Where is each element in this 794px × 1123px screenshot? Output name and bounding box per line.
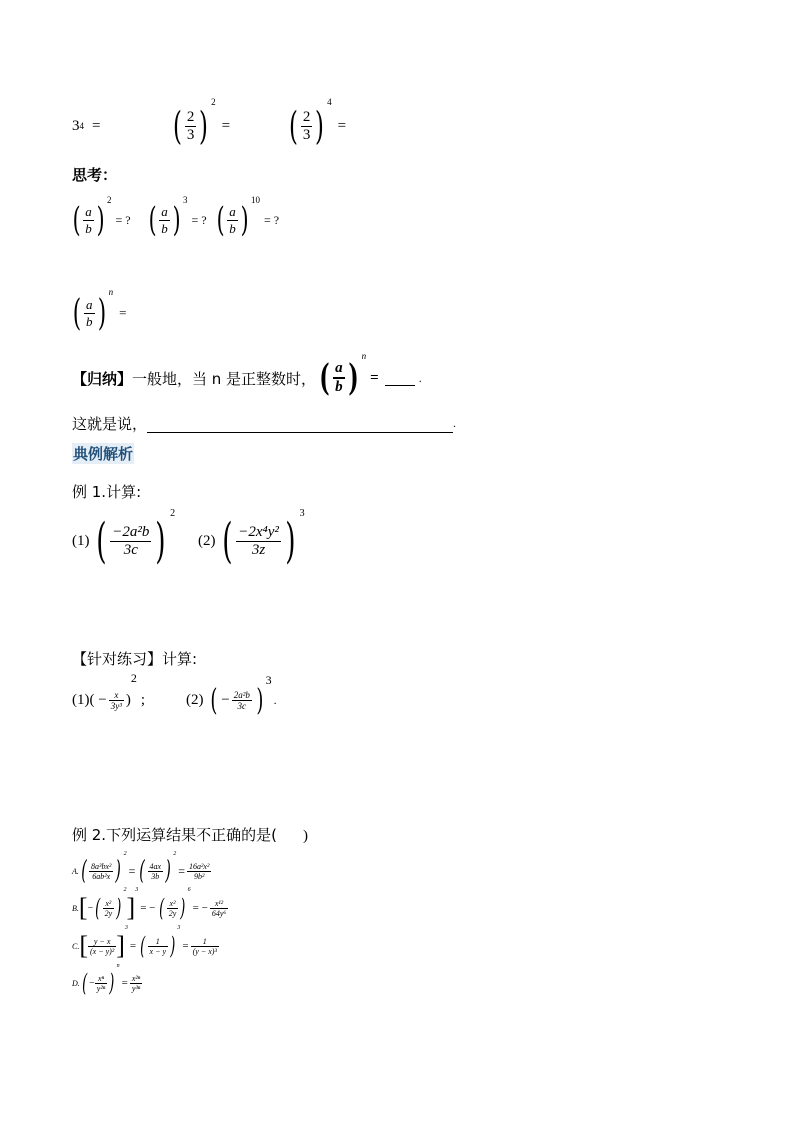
numerator: x <box>114 689 119 700</box>
numerator: 8a³bx² <box>91 861 112 871</box>
fraction <box>130 974 142 993</box>
question-tail: = ? <box>264 212 280 227</box>
sentence-blank <box>147 414 453 433</box>
question-tail: = ? <box>115 212 131 227</box>
right-bracket: ] <box>126 893 136 922</box>
left-paren: ( <box>140 932 146 960</box>
numerator: a <box>335 360 343 376</box>
left-paren: ( <box>81 969 88 997</box>
problem-label: (2) <box>186 691 204 708</box>
numerator: a <box>85 203 92 219</box>
fraction <box>148 937 169 956</box>
right-paren: ) <box>172 200 181 240</box>
denominator: 3b <box>148 871 164 881</box>
numerator: 1 <box>202 936 207 946</box>
denominator: 3y³ <box>110 700 122 711</box>
fraction <box>232 690 252 711</box>
denominator: b <box>85 220 92 236</box>
denominator: (y − x)³ <box>192 946 217 956</box>
sentence-label: 这就是说， <box>72 414 148 433</box>
left-paren: ( <box>159 894 165 922</box>
left-paren: ( <box>72 200 81 240</box>
numerator: 16a²x² <box>189 861 210 871</box>
numerator: a <box>86 296 93 312</box>
fraction <box>103 899 115 918</box>
option-letter: D. <box>72 978 80 988</box>
numerator: 4ax <box>149 861 162 871</box>
left-paren: ( <box>319 357 330 399</box>
left-paren: ( <box>81 856 87 886</box>
denominator: b <box>229 220 236 236</box>
numerator: x²ⁿ <box>131 973 141 983</box>
denominator: 9b² <box>187 871 211 881</box>
fraction <box>191 937 219 956</box>
equals-sign: = <box>221 117 231 134</box>
numerator: 2 <box>302 108 311 125</box>
problem-label: (1) <box>72 691 90 708</box>
denominator: b <box>86 313 93 329</box>
numerator: 1 <box>155 936 160 946</box>
right-paren: ) <box>180 894 186 922</box>
answer-blank <box>385 371 415 386</box>
minus-sign: − <box>89 977 95 989</box>
left-paren: ( <box>209 682 217 718</box>
fraction <box>88 937 116 956</box>
fraction <box>333 360 345 396</box>
fraction <box>95 974 107 993</box>
fraction <box>110 524 151 559</box>
option-letter: C. <box>72 941 80 951</box>
right-paren: ) <box>256 682 264 718</box>
denominator: 3 <box>186 126 195 143</box>
equals-sign: = <box>178 863 185 878</box>
equals-sign: = <box>337 117 347 134</box>
left-paren: ( <box>221 513 233 569</box>
left-bracket: [ <box>79 931 89 960</box>
problem-label: (1) <box>72 532 90 549</box>
period: . <box>418 370 422 385</box>
denominator: x − y <box>149 946 167 956</box>
fraction <box>83 204 94 237</box>
equals-sign: = − <box>140 902 156 914</box>
left-bracket: [ <box>78 893 88 922</box>
question-tail: = ? <box>191 212 207 227</box>
left-paren: ( <box>216 200 225 240</box>
left-paren: ( <box>172 104 182 148</box>
think-item-3: ( $\frac{a}{b}$ ) 10 = ? <box>216 195 280 240</box>
denominator: (x − y)² <box>90 946 115 956</box>
numerator: x² <box>105 898 112 908</box>
denominator: 3 <box>302 126 311 143</box>
left-paren: ( <box>95 894 101 922</box>
denominator: b <box>161 220 168 236</box>
practice-heading <box>72 648 197 669</box>
denominator: b <box>335 379 343 395</box>
think-heading: 思考： <box>72 166 118 184</box>
power-2-3-squared: ( $\frac{2}{3}$ ) 2 = <box>172 97 231 148</box>
left-paren: ( <box>95 513 107 569</box>
option-c: C. [ $\frac{y - x}{\text{(x − y)²}}$ ] 3 = ( $\frac{1}{x - y}$ ) 3 = $\frac{1}{\text{(y − x)³}}$ <box>72 925 217 960</box>
think-general: ( $\frac{a}{b}$ ) n = <box>72 287 127 334</box>
think-item-1: ( $\frac{a}{b}$ ) 2 = ? <box>72 195 131 240</box>
fraction <box>187 862 211 881</box>
denominator: 2y <box>168 908 177 918</box>
option-d: D. ( − $\frac{\text{xⁿ}}{\text{y²ⁿ}}$ ) n = $\frac{\text{x²ⁿ}}{\text{y³ⁿ}}$ <box>72 963 141 997</box>
fraction <box>301 109 313 144</box>
fraction <box>236 524 281 559</box>
numerator: xⁿ <box>97 973 105 983</box>
denominator: 2y <box>104 908 113 918</box>
equals-sign: = <box>121 977 128 989</box>
example-label: 例 1. <box>72 483 107 501</box>
left-paren: ( <box>288 104 298 148</box>
denominator: 3z <box>236 541 281 559</box>
numerator: x² <box>169 898 176 908</box>
example1-problem-2: (2) ( $\frac{\text{−2x⁴y²}}{3z}$ ) 3 <box>198 508 305 569</box>
denominator: 3c <box>110 541 151 559</box>
denominator: 6ab²x <box>89 871 113 881</box>
power-base: 3 <box>72 117 80 134</box>
right-paren: ) <box>109 969 115 997</box>
right-paren: ) <box>116 894 122 922</box>
equals-sign: = <box>92 117 101 134</box>
close-paren: ) <box>125 691 131 708</box>
denominator: y²ⁿ <box>96 983 106 993</box>
right-bracket: ] <box>116 931 125 960</box>
example2-heading <box>72 824 308 845</box>
option-letter: B. <box>72 903 79 913</box>
section-heading: 典例解析 <box>73 445 134 463</box>
numerator: a <box>229 203 236 219</box>
fraction <box>148 862 164 881</box>
numerator: −2a²b <box>112 523 150 540</box>
problem-label: (2) <box>198 532 216 549</box>
numerator: 2a²b <box>233 689 250 700</box>
example1-heading <box>72 481 141 502</box>
denominator: 3c <box>232 700 252 711</box>
practice-problem-2: (2) ( − $\frac{\text{2a²b}}{3c}$ ) 3 . <box>186 673 277 718</box>
summary-text: 一般地，当 n 是正整数时， <box>132 369 317 388</box>
example1-problem-1: (1) ( $\frac{\text{−2a²b}}{3c}$ ) 2 <box>72 508 176 569</box>
equals-sign: = <box>119 305 127 320</box>
right-paren: ) <box>155 513 166 569</box>
numerator: a <box>161 203 168 219</box>
power-2-3-fourth: ( $\frac{2}{3}$ ) 4 = <box>288 97 347 148</box>
power-3-4: 3 4 = <box>72 117 101 134</box>
minus-sign: − <box>87 902 94 914</box>
summary-label: 【归纳】 <box>72 369 133 388</box>
option-letter: A. <box>72 866 79 876</box>
fraction <box>185 109 197 144</box>
think-item-2: ( $\frac{a}{b}$ ) 3 = ? <box>148 195 207 240</box>
right-paren: ) <box>170 932 176 960</box>
summary-line: 【归纳】 一般地，当 n 是正整数时， ( $\frac{a}{b}$ ) n = . <box>72 351 422 399</box>
option-b: B. [ − ( $\frac{\text{x²}}{2y}$ ) 2 ] 3 = − ( $\frac{\text{x²}}{2y}$ ) 6 = − $\frac{\text{x¹²}}{\text{64y⁶}}$ <box>72 887 227 922</box>
right-paren: ) <box>97 292 106 334</box>
option-a: A. ( $\frac{\text{8a³bx²}}{\text{6ab²x}}$ ) 2 = ( $\frac{4ax}{3b}$ ) 2 = $\frac{\text{16a²x²}}{\text{9b²}}$ <box>72 851 210 886</box>
equals-sign: = <box>128 863 136 878</box>
right-paren: ) <box>285 513 296 569</box>
numerator: x¹² <box>214 898 224 908</box>
denominator: 64y⁶ <box>211 908 227 918</box>
example-question: 下列运算结果不正确的是( <box>106 826 277 844</box>
semicolon: ; <box>140 691 146 708</box>
denominator: y³ⁿ <box>131 983 141 993</box>
practice-instruction: 计算: <box>162 650 198 668</box>
period: . <box>453 415 457 430</box>
practice-label: 【针对练习】 <box>72 650 163 668</box>
equals-sign: = <box>370 369 379 386</box>
right-paren: ) <box>348 357 359 399</box>
equals-sign: = <box>182 940 189 952</box>
practice-problem-1: (1) ( − $\frac{x}{\text{3y³}}$ ) 2 ; <box>72 671 146 711</box>
left-paren: ( <box>139 856 146 886</box>
left-paren: ( <box>148 200 157 240</box>
equals-sign: = <box>129 940 137 952</box>
right-paren: ) <box>240 200 249 240</box>
right-paren: ) <box>115 856 122 886</box>
example-label: 例 2. <box>72 826 107 844</box>
equals-sign: = − <box>192 902 208 914</box>
example-instruction: 计算: <box>106 483 142 501</box>
numerator: 2 <box>186 108 195 125</box>
fraction <box>227 204 238 237</box>
right-paren: ) <box>199 104 209 148</box>
fraction <box>84 297 95 330</box>
left-paren: ( <box>72 292 82 334</box>
fraction <box>210 899 228 918</box>
period: . <box>273 692 277 707</box>
numerator: y − x <box>93 936 111 946</box>
close-paren: ) <box>302 828 308 844</box>
sentence-line <box>72 412 456 434</box>
right-paren: ) <box>96 200 105 240</box>
fraction <box>89 862 113 881</box>
open-paren-minus: ( − <box>89 691 107 708</box>
fraction <box>159 204 170 237</box>
minus-sign: − <box>221 691 230 708</box>
fraction <box>167 899 179 918</box>
right-paren: ) <box>165 856 171 886</box>
fraction <box>109 690 124 711</box>
right-paren: ) <box>315 104 325 148</box>
numerator: −2x⁴y² <box>238 523 279 540</box>
